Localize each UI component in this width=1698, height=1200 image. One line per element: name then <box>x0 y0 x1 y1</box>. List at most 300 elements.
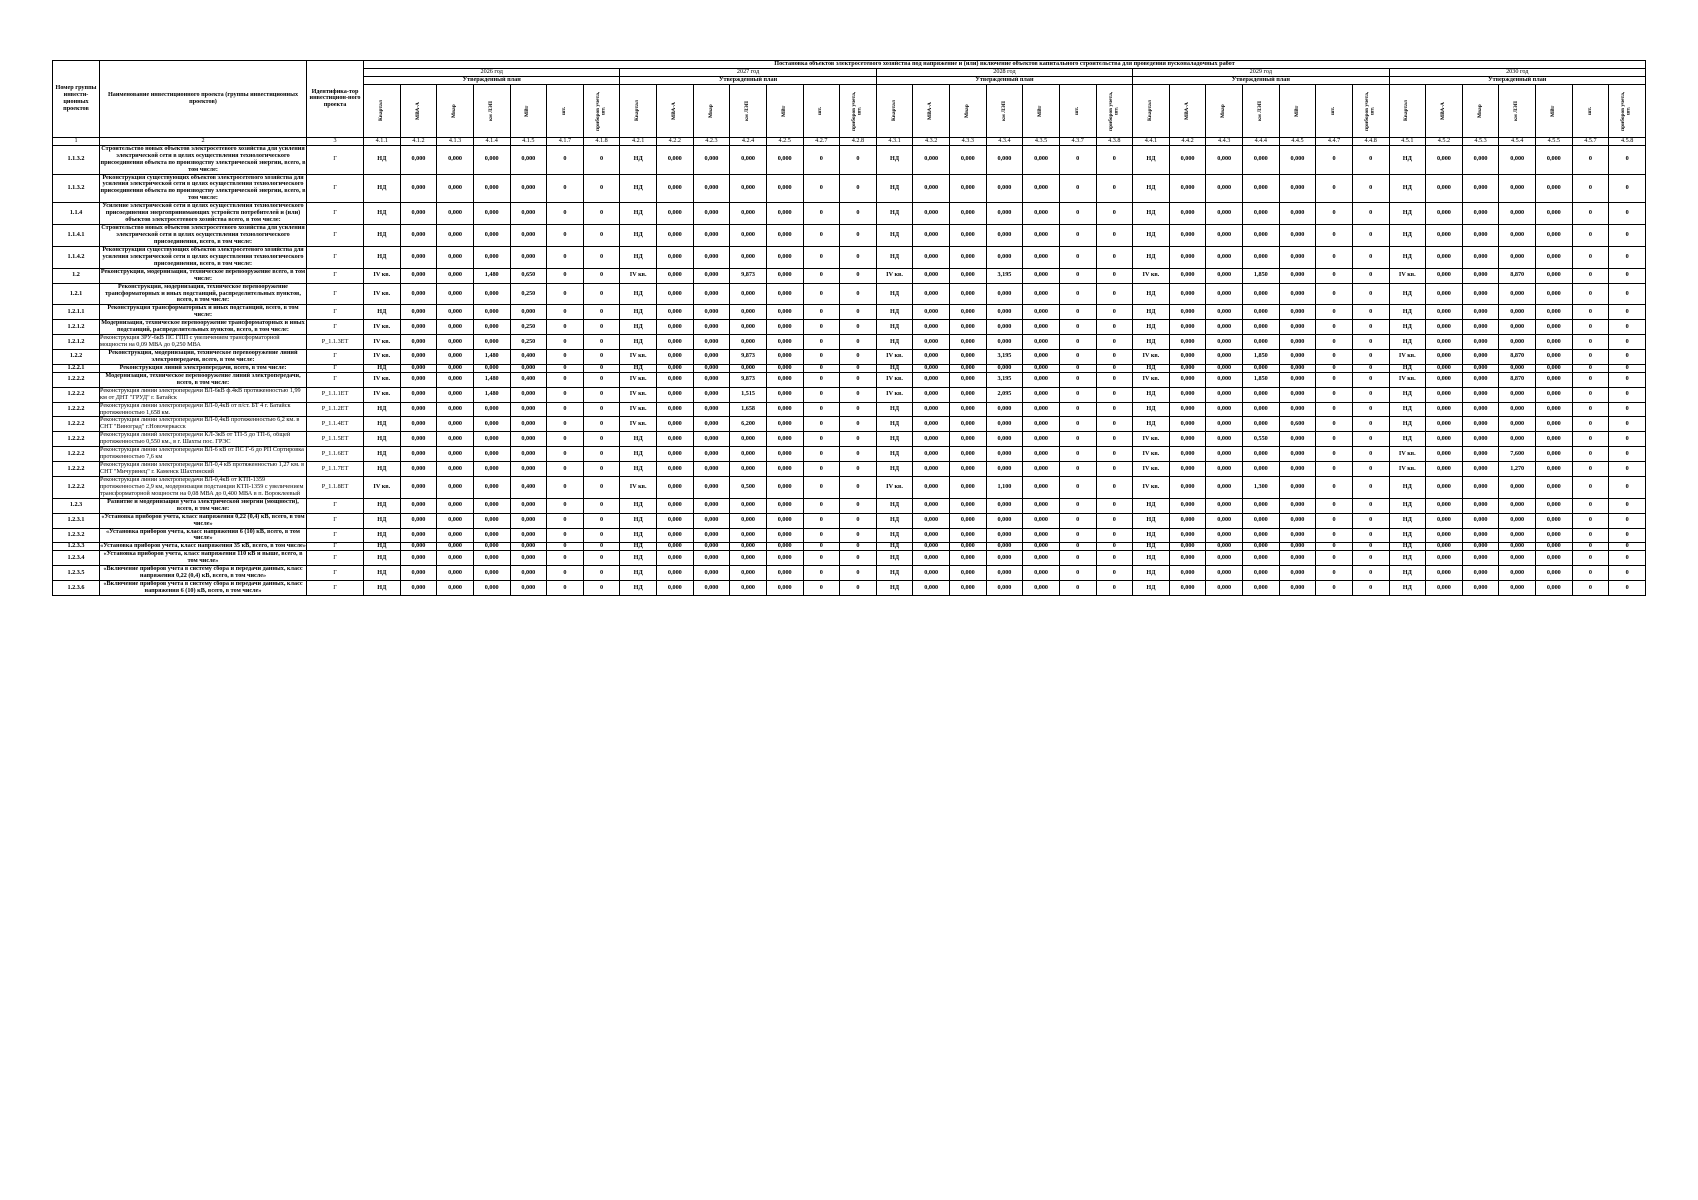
row-project-id: Г <box>307 528 364 543</box>
value-y5-c5: 0,000 <box>1536 417 1573 432</box>
value-y4-c5: 0,000 <box>1279 513 1316 528</box>
value-y2-c6: 0 <box>803 174 840 203</box>
value-y4-c7: 0 <box>1352 372 1389 387</box>
value-y5-c2: 0,000 <box>1426 203 1463 225</box>
value-y1-c5: 0,000 <box>510 513 547 528</box>
value-y5-c1: НД <box>1389 145 1426 174</box>
column-number-18: 4.3.1 <box>876 137 913 145</box>
value-y5-c7: 0 <box>1609 476 1646 498</box>
value-y1-c3: 0,000 <box>437 203 474 225</box>
value-y2-c5: 0,000 <box>766 551 803 566</box>
col-header-block-title: Постановка объектов электросетевого хозяйства под напряжение и (или) включение объектов капитального строительства для проведения пусконаладочных работ <box>364 61 1646 69</box>
value-y4-c1: НД <box>1133 335 1170 350</box>
value-y2-c5: 0,000 <box>766 528 803 543</box>
table-row <box>53 566 1646 581</box>
column-number-14: 4.2.4 <box>730 137 767 145</box>
value-y1-c6: 0 <box>547 543 584 551</box>
value-y3-c3: 0,000 <box>950 566 987 581</box>
value-y3-c6: 0 <box>1059 402 1096 417</box>
value-y3-c5: 0,000 <box>1023 203 1060 225</box>
value-y1-c6: 0 <box>547 335 584 350</box>
value-y2-c2: 0,000 <box>657 387 694 402</box>
value-y4-c1: IV кв. <box>1133 476 1170 498</box>
value-y1-c5: 0,000 <box>510 145 547 174</box>
value-y4-c6: 0 <box>1316 372 1353 387</box>
unit-header-1-1: Квартал <box>364 84 401 137</box>
value-y4-c2: 0,000 <box>1169 174 1206 203</box>
value-y1-c6: 0 <box>547 417 584 432</box>
table-row <box>53 462 1646 477</box>
value-y4-c2: 0,000 <box>1169 350 1206 365</box>
value-y4-c1: НД <box>1133 513 1170 528</box>
value-y1-c1: НД <box>364 581 401 596</box>
value-y1-c1: НД <box>364 305 401 320</box>
row-group-number: 1.1.3.2 <box>53 145 100 174</box>
value-y3-c1: НД <box>876 320 913 335</box>
value-y5-c1: IV кв. <box>1389 268 1426 283</box>
value-y1-c3: 0,000 <box>437 145 474 174</box>
unit-header-5-4: км ЛЭП <box>1499 84 1536 137</box>
value-y4-c5: 0,000 <box>1279 350 1316 365</box>
value-y3-c2: 0,000 <box>913 543 950 551</box>
value-y2-c4: 0,000 <box>730 543 767 551</box>
year-header-2028: 2028 год <box>876 68 1132 76</box>
value-y5-c4: 0,000 <box>1499 225 1536 247</box>
value-y4-c7: 0 <box>1352 335 1389 350</box>
value-y3-c6: 0 <box>1059 498 1096 513</box>
value-y5-c5: 0,000 <box>1536 402 1573 417</box>
value-y1-c5: 0,250 <box>510 320 547 335</box>
value-y1-c4: 0,000 <box>473 551 510 566</box>
table-row <box>53 513 1646 528</box>
value-y2-c4: 9,873 <box>730 372 767 387</box>
column-number-12: 4.2.2 <box>657 137 694 145</box>
value-y4-c3: 0,000 <box>1206 174 1243 203</box>
value-y4-c3: 0,000 <box>1206 402 1243 417</box>
value-y1-c7: 0 <box>583 462 620 477</box>
value-y2-c5: 0,000 <box>766 476 803 498</box>
unit-header-4-7: приборов учета, шт. <box>1352 84 1389 137</box>
value-y5-c5: 0,000 <box>1536 268 1573 283</box>
value-y3-c4: 0,000 <box>986 447 1023 462</box>
row-project-name: Реконструкция, модернизация, техническое перевооружение всего, в том числе: <box>100 267 306 282</box>
row-project-id: Г <box>307 246 364 268</box>
value-y4-c5: 0,000 <box>1279 203 1316 225</box>
value-y2-c4: 0,000 <box>730 203 767 225</box>
value-y4-c6: 0 <box>1316 551 1353 566</box>
value-y4-c5: 0,000 <box>1279 225 1316 247</box>
value-y5-c1: НД <box>1389 305 1426 320</box>
value-y5-c5: 0,000 <box>1536 498 1573 513</box>
column-number-36: 4.5.5 <box>1536 137 1573 145</box>
value-y3-c2: 0,000 <box>913 225 950 247</box>
value-y2-c7: 0 <box>840 246 877 268</box>
value-y2-c2: 0,000 <box>657 305 694 320</box>
value-y3-c1: НД <box>876 305 913 320</box>
value-y2-c2: 0,000 <box>657 551 694 566</box>
value-y2-c7: 0 <box>840 417 877 432</box>
value-y3-c7: 0 <box>1096 246 1133 268</box>
column-number-25: 4.4.1 <box>1133 137 1170 145</box>
value-y1-c6: 0 <box>547 432 584 447</box>
value-y1-c6: 0 <box>547 551 584 566</box>
value-y4-c5: 0,000 <box>1279 305 1316 320</box>
value-y5-c5: 0,000 <box>1536 364 1573 372</box>
value-y1-c4: 0,000 <box>473 566 510 581</box>
plan-header-2030: Утвержденный план <box>1389 76 1646 84</box>
column-number-35: 4.5.4 <box>1499 137 1536 145</box>
value-y5-c7: 0 <box>1609 305 1646 320</box>
value-y2-c3: 0,000 <box>693 513 730 528</box>
value-y1-c7: 0 <box>583 372 620 387</box>
value-y3-c7: 0 <box>1096 476 1133 498</box>
value-y3-c5: 0,000 <box>1023 476 1060 498</box>
value-y3-c6: 0 <box>1059 246 1096 268</box>
value-y2-c5: 0,000 <box>766 513 803 528</box>
value-y2-c1: НД <box>620 528 657 543</box>
value-y4-c4: 0,000 <box>1243 203 1280 225</box>
value-y1-c4: 0,000 <box>473 145 510 174</box>
value-y3-c1: НД <box>876 203 913 225</box>
column-number-5: 4.1.2 <box>400 137 437 145</box>
value-y3-c6: 0 <box>1059 145 1096 174</box>
value-y3-c5: 0,000 <box>1023 513 1060 528</box>
value-y2-c1: IV кв. <box>620 476 657 498</box>
value-y4-c1: НД <box>1133 305 1170 320</box>
value-y1-c2: 0,000 <box>400 203 437 225</box>
value-y5-c7: 0 <box>1609 320 1646 335</box>
value-y5-c3: 0,000 <box>1462 350 1499 365</box>
value-y1-c3: 0,000 <box>437 462 474 477</box>
row-group-number: 1.2.2.2 <box>53 447 100 462</box>
value-y3-c2: 0,000 <box>913 498 950 513</box>
value-y2-c5: 0,000 <box>766 566 803 581</box>
value-y3-c4: 0,000 <box>986 566 1023 581</box>
value-y2-c7: 0 <box>840 476 877 498</box>
value-y4-c5: 0,600 <box>1279 417 1316 432</box>
value-y1-c1: IV кв. <box>364 476 401 498</box>
value-y3-c7: 0 <box>1096 372 1133 387</box>
value-y2-c6: 0 <box>803 283 840 305</box>
value-y4-c2: 0,000 <box>1169 387 1206 402</box>
value-y3-c2: 0,000 <box>913 581 950 596</box>
value-y1-c4: 1,480 <box>473 268 510 283</box>
value-y1-c7: 0 <box>583 364 620 372</box>
value-y2-c5: 0,000 <box>766 417 803 432</box>
value-y4-c7: 0 <box>1352 543 1389 551</box>
column-number-20: 4.3.3 <box>950 137 987 145</box>
value-y1-c2: 0,000 <box>400 305 437 320</box>
row-group-number: 1.2.1 <box>53 283 100 305</box>
value-y3-c6: 0 <box>1059 268 1096 283</box>
value-y3-c5: 0,000 <box>1023 305 1060 320</box>
value-y4-c6: 0 <box>1316 364 1353 372</box>
value-y2-c1: НД <box>620 498 657 513</box>
column-number-6: 4.1.3 <box>437 137 474 145</box>
value-y1-c6: 0 <box>547 225 584 247</box>
value-y3-c5: 0,000 <box>1023 320 1060 335</box>
value-y5-c4: 0,000 <box>1499 581 1536 596</box>
value-y1-c3: 0,000 <box>437 551 474 566</box>
value-y2-c6: 0 <box>803 528 840 543</box>
value-y5-c2: 0,000 <box>1426 225 1463 247</box>
value-y4-c4: 0,000 <box>1243 528 1280 543</box>
row-project-name: Реконструкция существующих объектов электросетевого хозяйства для усиления электрической сети в целях осуществления технологического присоединения объекта по производству электрической энергии, всего, в том числе: <box>100 173 306 202</box>
value-y4-c2: 0,000 <box>1169 528 1206 543</box>
value-y4-c4: 0,000 <box>1243 402 1280 417</box>
value-y3-c6: 0 <box>1059 203 1096 225</box>
value-y3-c6: 0 <box>1059 417 1096 432</box>
value-y4-c7: 0 <box>1352 225 1389 247</box>
value-y3-c7: 0 <box>1096 145 1133 174</box>
row-project-id: Р_1.1.3ЕТ <box>307 335 364 350</box>
value-y5-c3: 0,000 <box>1462 145 1499 174</box>
value-y1-c6: 0 <box>547 447 584 462</box>
value-y4-c4: 0,000 <box>1243 462 1280 477</box>
value-y3-c1: НД <box>876 513 913 528</box>
value-y4-c6: 0 <box>1316 513 1353 528</box>
column-number-13: 4.2.3 <box>693 137 730 145</box>
value-y1-c5: 0,400 <box>510 476 547 498</box>
row-project-name: Реконструкция линии электропередачи ВЛ-6кВ ф.4кВ протяженностью 1,99 км от ДНТ "ГРУД" г. Батайск <box>100 387 307 402</box>
value-y5-c4: 0,000 <box>1499 174 1536 203</box>
value-y3-c4: 0,000 <box>986 402 1023 417</box>
value-y5-c3: 0,000 <box>1462 283 1499 305</box>
value-y1-c7: 0 <box>583 543 620 551</box>
value-y5-c5: 0,000 <box>1536 528 1573 543</box>
value-y1-c2: 0,000 <box>400 528 437 543</box>
row-project-name: Реконструкция линии электропередачи ВЛ-6 кВ от ПС Г-6 до РП Сортировка протяженностью 7,6 км <box>100 447 307 462</box>
value-y3-c4: 0,000 <box>986 246 1023 268</box>
value-y4-c4: 1,850 <box>1243 350 1280 365</box>
value-y5-c6: 0 <box>1572 225 1609 247</box>
value-y1-c3: 0,000 <box>437 246 474 268</box>
value-y4-c7: 0 <box>1352 350 1389 365</box>
value-y1-c4: 0,000 <box>473 462 510 477</box>
value-y3-c1: НД <box>876 462 913 477</box>
value-y4-c7: 0 <box>1352 528 1389 543</box>
value-y1-c7: 0 <box>583 528 620 543</box>
value-y5-c6: 0 <box>1572 476 1609 498</box>
value-y1-c3: 0,000 <box>437 364 474 372</box>
unit-header-4-4: км ЛЭП <box>1243 84 1280 137</box>
column-number-28: 4.4.4 <box>1243 137 1280 145</box>
value-y5-c1: НД <box>1389 283 1426 305</box>
value-y2-c2: 0,000 <box>657 417 694 432</box>
value-y2-c3: 0,000 <box>693 447 730 462</box>
value-y5-c5: 0,000 <box>1536 447 1573 462</box>
table-row <box>53 432 1646 447</box>
value-y1-c3: 0,000 <box>437 268 474 283</box>
year-header-2029: 2029 год <box>1133 68 1389 76</box>
value-y2-c2: 0,000 <box>657 581 694 596</box>
value-y1-c7: 0 <box>583 498 620 513</box>
value-y4-c3: 0,000 <box>1206 372 1243 387</box>
unit-header-2-3: Мвар <box>693 84 730 137</box>
value-y2-c1: НД <box>620 283 657 305</box>
value-y5-c5: 0,000 <box>1536 566 1573 581</box>
row-project-name: Реконструкция ЗРУ-6кВ ПС ГПП с увеличением трансформаторной мощности на 0,09 МВА до 0,250 МВА <box>100 335 307 350</box>
value-y5-c7: 0 <box>1609 543 1646 551</box>
value-y4-c2: 0,000 <box>1169 432 1206 447</box>
value-y5-c4: 0,000 <box>1499 432 1536 447</box>
value-y1-c4: 0,000 <box>473 476 510 498</box>
row-group-number: 1.2.3 <box>53 498 100 513</box>
value-y1-c7: 0 <box>583 335 620 350</box>
value-y4-c4: 1,850 <box>1243 268 1280 283</box>
value-y4-c5: 0,000 <box>1279 387 1316 402</box>
value-y2-c5: 0,000 <box>766 246 803 268</box>
row-project-name: «Установка приборов учета, класс напряжения 6 (10) кВ, всего, в том числе» <box>100 528 307 543</box>
value-y2-c2: 0,000 <box>657 476 694 498</box>
value-y5-c3: 0,000 <box>1462 543 1499 551</box>
value-y2-c7: 0 <box>840 402 877 417</box>
row-group-number: 1.2.2.1 <box>53 364 100 372</box>
value-y1-c1: IV кв. <box>364 335 401 350</box>
value-y4-c1: IV кв. <box>1133 462 1170 477</box>
table-row <box>53 335 1646 350</box>
value-y3-c3: 0,000 <box>950 225 987 247</box>
value-y1-c6: 0 <box>547 246 584 268</box>
value-y5-c7: 0 <box>1609 387 1646 402</box>
row-project-id: Г <box>307 513 364 528</box>
value-y3-c4: 0,000 <box>986 551 1023 566</box>
value-y2-c3: 0,000 <box>693 225 730 247</box>
value-y2-c1: НД <box>620 305 657 320</box>
value-y5-c4: 0,000 <box>1499 551 1536 566</box>
value-y2-c2: 0,000 <box>657 364 694 372</box>
value-y4-c5: 0,000 <box>1279 551 1316 566</box>
value-y3-c2: 0,000 <box>913 335 950 350</box>
row-project-id: Г <box>307 174 364 203</box>
value-y5-c6: 0 <box>1572 513 1609 528</box>
value-y1-c3: 0,000 <box>437 498 474 513</box>
value-y1-c6: 0 <box>547 372 584 387</box>
value-y3-c2: 0,000 <box>913 432 950 447</box>
value-y3-c2: 0,000 <box>913 513 950 528</box>
value-y1-c4: 0,000 <box>473 513 510 528</box>
value-y1-c7: 0 <box>583 387 620 402</box>
value-y4-c1: НД <box>1133 528 1170 543</box>
row-group-number: 1.2.2 <box>53 350 100 365</box>
value-y2-c7: 0 <box>840 528 877 543</box>
value-y3-c3: 0,000 <box>950 174 987 203</box>
value-y5-c6: 0 <box>1572 551 1609 566</box>
value-y2-c5: 0,000 <box>766 581 803 596</box>
value-y4-c7: 0 <box>1352 246 1389 268</box>
unit-header-5-6: шт. <box>1572 84 1609 137</box>
value-y5-c6: 0 <box>1572 246 1609 268</box>
value-y5-c6: 0 <box>1572 432 1609 447</box>
column-number-33: 4.5.2 <box>1426 137 1463 145</box>
value-y3-c7: 0 <box>1096 335 1133 350</box>
value-y2-c7: 0 <box>840 145 877 174</box>
value-y4-c4: 0,000 <box>1243 543 1280 551</box>
value-y4-c6: 0 <box>1316 402 1353 417</box>
value-y3-c6: 0 <box>1059 476 1096 498</box>
value-y2-c6: 0 <box>803 364 840 372</box>
value-y4-c3: 0,000 <box>1206 268 1243 283</box>
table-row <box>53 305 1646 320</box>
value-y5-c1: НД <box>1389 432 1426 447</box>
value-y1-c2: 0,000 <box>400 364 437 372</box>
table-row <box>53 320 1646 335</box>
value-y5-c6: 0 <box>1572 387 1609 402</box>
value-y3-c7: 0 <box>1096 225 1133 247</box>
value-y5-c2: 0,000 <box>1426 417 1463 432</box>
value-y5-c4: 0,000 <box>1499 513 1536 528</box>
value-y1-c2: 0,000 <box>400 283 437 305</box>
value-y2-c4: 0,000 <box>730 305 767 320</box>
value-y5-c1: НД <box>1389 402 1426 417</box>
value-y5-c3: 0,000 <box>1462 335 1499 350</box>
value-y1-c4: 0,000 <box>473 581 510 596</box>
value-y3-c3: 0,000 <box>950 268 987 283</box>
value-y3-c2: 0,000 <box>913 350 950 365</box>
value-y3-c3: 0,000 <box>950 432 987 447</box>
value-y3-c1: НД <box>876 447 913 462</box>
value-y5-c2: 0,000 <box>1426 246 1463 268</box>
value-y4-c2: 0,000 <box>1169 225 1206 247</box>
value-y2-c4: 6,200 <box>730 417 767 432</box>
table-row <box>53 498 1646 513</box>
value-y3-c2: 0,000 <box>913 372 950 387</box>
value-y1-c1: НД <box>364 566 401 581</box>
value-y2-c1: НД <box>620 513 657 528</box>
table-row <box>53 174 1646 203</box>
unit-header-3-7: приборов учета, шт. <box>1096 84 1133 137</box>
value-y4-c2: 0,000 <box>1169 305 1206 320</box>
value-y2-c7: 0 <box>840 305 877 320</box>
value-y5-c7: 0 <box>1609 417 1646 432</box>
value-y5-c2: 0,000 <box>1426 581 1463 596</box>
value-y1-c6: 0 <box>547 462 584 477</box>
value-y5-c5: 0,000 <box>1536 174 1573 203</box>
value-y3-c5: 0,000 <box>1023 335 1060 350</box>
value-y3-c1: НД <box>876 246 913 268</box>
value-y1-c6: 0 <box>547 145 584 174</box>
value-y2-c6: 0 <box>803 372 840 387</box>
unit-header-2-1: Квартал <box>620 84 657 137</box>
value-y5-c3: 0,000 <box>1462 305 1499 320</box>
table-body <box>53 145 1646 595</box>
value-y3-c2: 0,000 <box>913 551 950 566</box>
value-y1-c1: IV кв. <box>364 350 401 365</box>
value-y1-c3: 0,000 <box>437 528 474 543</box>
value-y2-c6: 0 <box>803 305 840 320</box>
value-y3-c7: 0 <box>1096 581 1133 596</box>
value-y2-c7: 0 <box>840 225 877 247</box>
value-y5-c3: 0,000 <box>1462 320 1499 335</box>
value-y1-c1: НД <box>364 543 401 551</box>
value-y4-c6: 0 <box>1316 528 1353 543</box>
value-y4-c5: 0,000 <box>1279 476 1316 498</box>
value-y2-c1: IV кв. <box>620 417 657 432</box>
value-y2-c4: 9,873 <box>730 350 767 365</box>
value-y1-c5: 0,000 <box>510 305 547 320</box>
value-y1-c5: 0,250 <box>510 335 547 350</box>
value-y5-c3: 0,000 <box>1462 528 1499 543</box>
column-number-29: 4.4.5 <box>1279 137 1316 145</box>
value-y1-c2: 0,000 <box>400 387 437 402</box>
value-y3-c5: 0,000 <box>1023 283 1060 305</box>
value-y2-c7: 0 <box>840 268 877 283</box>
value-y3-c6: 0 <box>1059 551 1096 566</box>
value-y4-c4: 0,000 <box>1243 581 1280 596</box>
value-y2-c3: 0,000 <box>693 551 730 566</box>
value-y3-c2: 0,000 <box>913 387 950 402</box>
value-y4-c6: 0 <box>1316 462 1353 477</box>
